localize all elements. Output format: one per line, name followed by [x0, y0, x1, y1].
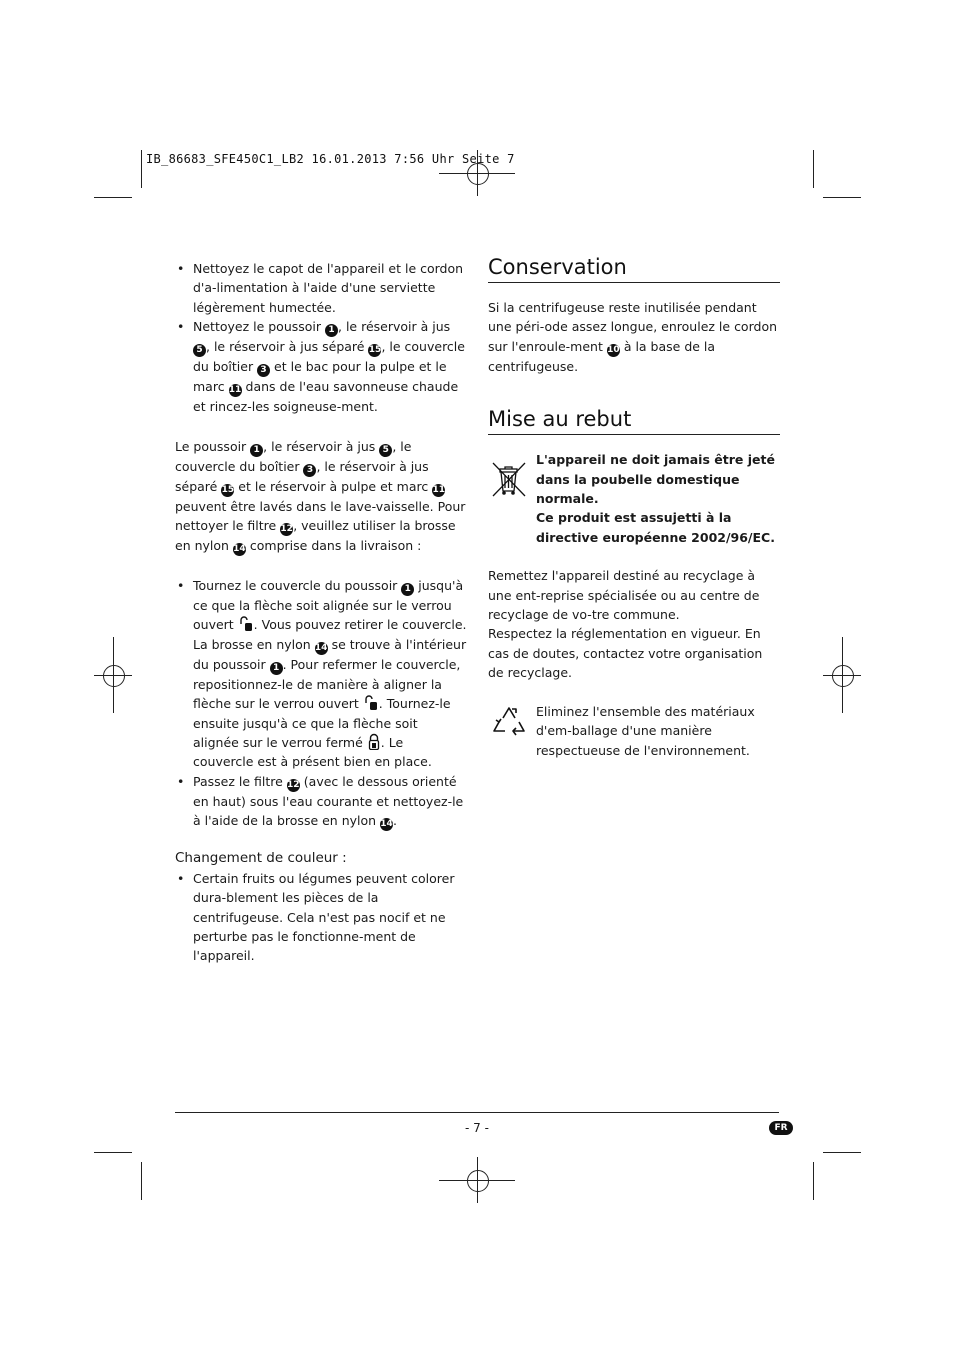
footer-rule: [175, 1112, 779, 1113]
lock-closed-icon: [368, 733, 380, 750]
list-item: • Certain fruits ou légumes peuvent colorer dura-blement les pièces de la centrifugeuse. Cela n'est pas nocif et ne perturbe pas le fonctionne-ment de l'appareil.: [175, 869, 467, 966]
cleaning-list: [175, 259, 467, 417]
weee-notice: [488, 450, 780, 547]
disposal-heading: Mise au rebut: [488, 406, 780, 435]
conservation-heading: Conservation: [488, 254, 780, 283]
part-number-badge: 5: [379, 444, 392, 457]
lock-open-icon: [364, 694, 378, 711]
list-item: • Nettoyez le poussoir 1 , le réservoir à jus 5 , le réservoir à jus séparé 15, le couvercle du boîtier 3 et le bac pour la pulpe et le marc 11 dans de l'eau savonneuse chaude et rincez-les soigneuse-ment.: [175, 317, 467, 416]
registration-mark: [467, 163, 489, 185]
crop-mark: [94, 1152, 132, 1153]
color-change-heading: Changement de couleur :: [175, 850, 347, 867]
list-item: • Nettoyez le capot de l'appareil et le cordon d'a-limentation à l'aide d'une serviette légèrement humectée.: [175, 259, 467, 317]
language-badge: FR: [769, 1121, 793, 1135]
list-item: • Passez le filtre 12 (avec le dessous orienté en haut) sous l'eau courante et nettoyez-le à l'aide de la brosse en nylon 14.: [175, 772, 467, 831]
part-number-badge: 1: [401, 583, 414, 596]
part-number-badge: 10: [607, 344, 620, 355]
part-number-badge: 12: [280, 524, 293, 535]
crossed-bin-icon: [490, 458, 528, 500]
list-item: • Tournez le couvercle du poussoir 1 jusqu'à ce que la flèche soit alignée sur le verrou ouvert . Vous pouvez retirer le couvercle. La brosse en nylon 14 se trouve à l'intérieur du poussoir 1 . Pour refermer le couvercle, repositionnez-le de manière à aligner la flèche sur le verrou ouvert . Tournez-le ensuite jusqu'à ce que la flèche soit alignée sur le verrou fermé . Le couvercle est à présent bien en place.: [175, 576, 467, 772]
print-slug: IB_86683_SFE450C1_LB2 16.01.2013 7:56 Uhr Seite 7: [146, 152, 515, 166]
part-number-badge: 14: [380, 819, 393, 830]
registration-mark: [467, 1170, 489, 1192]
right-column: [488, 254, 780, 760]
color-change-list: [175, 869, 467, 966]
regulation-text: Respectez la réglementation en vigueur. En cas de doutes, contactez votre organisation de recyclage.: [488, 626, 763, 681]
part-number-badge: 15: [221, 484, 235, 495]
part-number-badge: 3: [257, 364, 270, 377]
part-number-badge: 15: [368, 345, 382, 356]
part-number-badge: 12: [287, 779, 300, 790]
part-number-badge: 1: [250, 444, 263, 457]
crop-mark: [813, 1162, 814, 1200]
part-number-badge: 5: [193, 344, 206, 357]
left-column: [175, 259, 467, 966]
filter-cleaning-list: [175, 576, 467, 831]
crop-mark: [141, 150, 142, 188]
weee-warning: L'appareil ne doit jamais être jeté dans la poubelle domestique normale.: [536, 452, 775, 507]
part-number-badge: 11: [432, 484, 445, 495]
part-number-badge: 11: [228, 385, 242, 396]
dishwasher-paragraph: Le poussoir 1 , le réservoir à jus 5 , le couvercle du boîtier 3 , le réservoir à jus séparé 15 et le réservoir à pulpe et marc 11 peuvent être lavés dans le lave-vaisselle. Pour nettoyer le filtre 12, veuillez utiliser la brosse en nylon 14 comprise dans la livraison :: [175, 438, 466, 555]
page-number: - 7 -: [465, 1121, 489, 1135]
registration-mark: [103, 665, 125, 687]
crop-mark: [823, 1152, 861, 1153]
packaging-notice: [488, 702, 780, 760]
recycling-text: Remettez l'appareil destiné au recyclage à une ent-reprise spécialisée ou au centre de recyclage de vo-tre commune.: [488, 568, 760, 623]
crop-mark: [141, 1162, 142, 1200]
part-number-badge: 14: [314, 642, 328, 653]
lock-open-icon: [239, 615, 253, 632]
part-number-badge: 1: [270, 662, 283, 675]
part-number-badge: 14: [233, 544, 246, 555]
packaging-text: Eliminez l'ensemble des matériaux d'em-ballage d'une manière respectueuse de l'environnement.: [536, 703, 755, 758]
recycle-icon: [489, 702, 529, 742]
weee-directive: Ce produit est assujetti à la directive européenne 2002/96/EC.: [536, 510, 775, 545]
crop-mark: [94, 197, 132, 198]
crop-mark: [813, 150, 814, 188]
conservation-text: Si la centrifugeuse reste inutilisée pendant une péri-ode assez longue, enroulez le cordon sur l'enroule-ment 10 à la base de la centrifugeuse.: [488, 300, 778, 374]
registration-mark: [832, 665, 854, 687]
part-number-badge: 3: [303, 464, 316, 477]
crop-mark: [823, 197, 861, 198]
part-number-badge: 1: [325, 324, 338, 337]
